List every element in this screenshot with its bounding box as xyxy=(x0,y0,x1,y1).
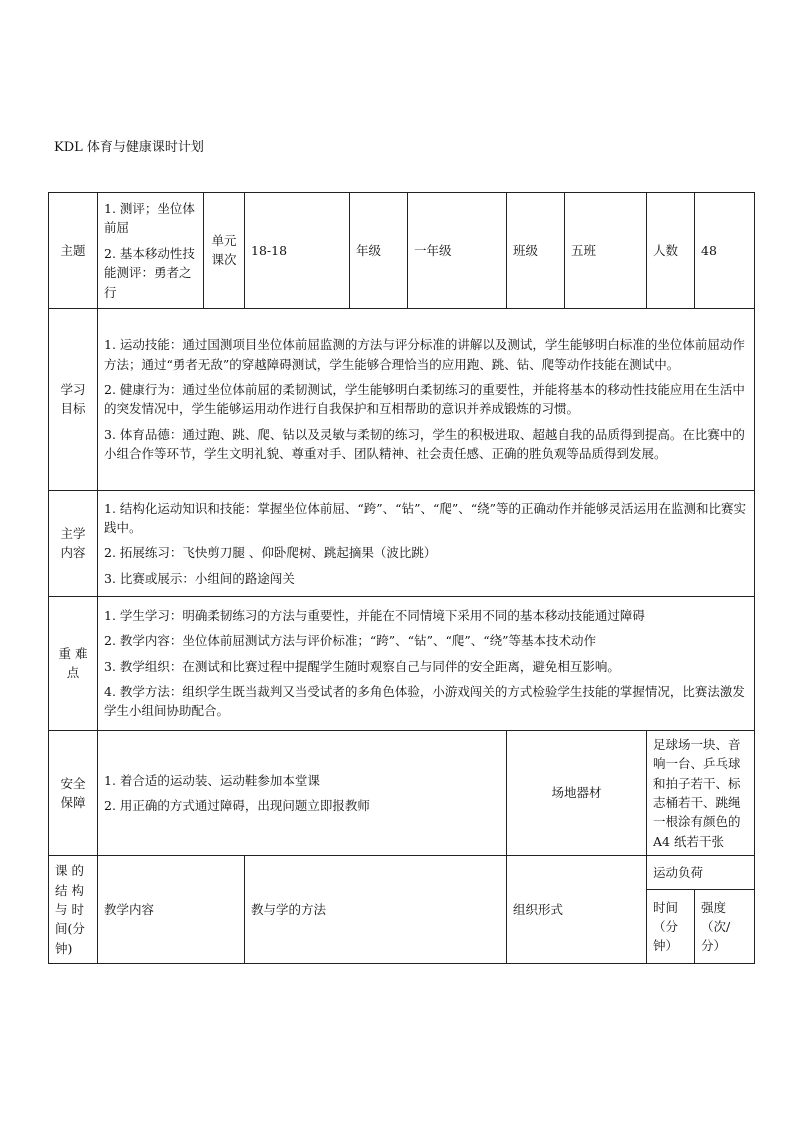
key-points-row xyxy=(49,596,755,730)
col-org: 组织形式 xyxy=(507,856,647,964)
content-row xyxy=(49,490,755,596)
count-value: 48 xyxy=(695,193,755,309)
count-label: 人数 xyxy=(647,193,695,309)
safety-content xyxy=(98,730,507,855)
objective-item: 2. 健康行为：通过坐位体前屈的柔韧测试，学生能够明白柔韧练习的重要性，并能将基本的移动性技能应用在生活中的突发情况中，学生能够运用动作进行自我保护和互相帮助的意识并养成锻炼的习惯。 xyxy=(104,382,745,417)
key-point-item: 1. 学生学习：明确柔韧练习的方法与重要性，并能在不同情境下采用不同的基本移动技能通过障碍 xyxy=(104,607,645,623)
objective-item: 3. 体育品德：通过跑、跳、爬、钻以及灵敏与柔韧的练习，学生的积极进取、超越自我的品质得到提高。在比赛中的小组合作等环节，学生文明礼貌、尊重对手、团队精神、社会责任感、正确的胜负观等品质得到发展。 xyxy=(104,426,745,462)
content-label-1: 主学 xyxy=(60,526,86,541)
objectives-label xyxy=(49,308,98,490)
safety-label xyxy=(49,730,98,855)
key-point-item: 4. 教学方法：组织学生既当裁判又当受试者的多角色体验，小游戏闯关的方式检验学生技能的掌握情况，比赛法激发学生小组间协助配合。 xyxy=(104,684,745,719)
topic-2: 2. 基本移动性技能测评：勇者之行 xyxy=(104,245,195,300)
content-content xyxy=(98,490,755,596)
document-title: KDL 体育与健康课时计划 xyxy=(54,140,204,155)
key-point-item: 3. 教学组织：在测试和比赛过程中提醒学生随时观察自己与同伴的安全距离，避免相互影响。 xyxy=(104,658,620,674)
col-load: 运动负荷 xyxy=(647,856,755,890)
venue-label: 场地器材 xyxy=(507,730,647,855)
key-points-content xyxy=(98,596,755,730)
key-points-label xyxy=(49,596,98,730)
objectives-label-2: 目标 xyxy=(60,401,86,417)
content-label xyxy=(49,490,98,596)
key-points-label-2: 点 xyxy=(66,665,80,681)
unit-value: 18-18 xyxy=(245,193,350,309)
content-item: 1. 结构化运动知识和技能：掌握坐位体前屈、“跨”、“钻”、“爬”、“绕”等的正确动作并能够灵活运用在监测和比赛实践中。 xyxy=(104,500,747,535)
col-time: 时间（分钟） xyxy=(647,890,695,964)
safety-row xyxy=(49,730,755,855)
class-value: 五班 xyxy=(565,193,647,309)
key-points-label-1: 重 难 xyxy=(58,646,88,661)
col-method: 教与学的方法 xyxy=(245,856,507,964)
grade-value: 一年级 xyxy=(408,193,507,309)
content-item: 2. 拓展练习：飞快剪刀腿 、仰卧爬树、跳起摘果（波比跳） xyxy=(104,545,437,561)
unit-label: 单元课次 xyxy=(204,193,245,309)
header-row xyxy=(49,193,755,309)
class-label: 班级 xyxy=(507,193,565,309)
col-content: 教学内容 xyxy=(98,856,245,964)
safety-label-2: 保障 xyxy=(60,795,86,810)
topic-cell xyxy=(98,193,204,309)
lesson-plan-table xyxy=(48,192,755,964)
key-point-item: 2. 教学内容：坐位体前屈测试方法与评价标准；“跨”、“钻”、“爬”、“绕”等基本技术动作 xyxy=(104,633,597,649)
objective-item: 1. 运动技能：通过国测项目坐位体前屈监测的方法与评分标准的讲解以及测试，学生能够明白标准的坐位体前屈动作方法；通过“勇者无敌”的穿越障碍测试，学生能够合理恰当的应用跑、跳、钻、爬等动作技能在测试中。 xyxy=(104,337,745,372)
structure-row-1 xyxy=(49,856,755,890)
subject-label: 主题 xyxy=(49,193,98,309)
safety-label-1: 安全 xyxy=(60,775,86,791)
col-intensity: 强度（次/分） xyxy=(695,890,755,964)
objectives-content xyxy=(98,308,755,490)
structure-label: 课 的 结 构 与 时 间(分钟) xyxy=(49,856,98,964)
safety-item: 2. 用正确的方式通过障碍，出现问题立即报教师 xyxy=(104,798,370,813)
safety-item: 1. 着合适的运动装、运动鞋参加本堂课 xyxy=(104,772,320,788)
objectives-row xyxy=(49,308,755,490)
content-label-2: 内容 xyxy=(60,545,86,561)
grade-label: 年级 xyxy=(350,193,408,309)
topic-1: 1. 测评；坐位体前屈 xyxy=(104,201,195,236)
content-item: 3. 比赛或展示：小组间的路途闯关 xyxy=(104,570,295,586)
venue-value: 足球场一块、音响一台、乒乓球和拍子若干、标志桶若干、跳绳一根涂有颜色的 A4 纸若干张 xyxy=(647,730,755,855)
objectives-label-1: 学习 xyxy=(60,382,86,397)
